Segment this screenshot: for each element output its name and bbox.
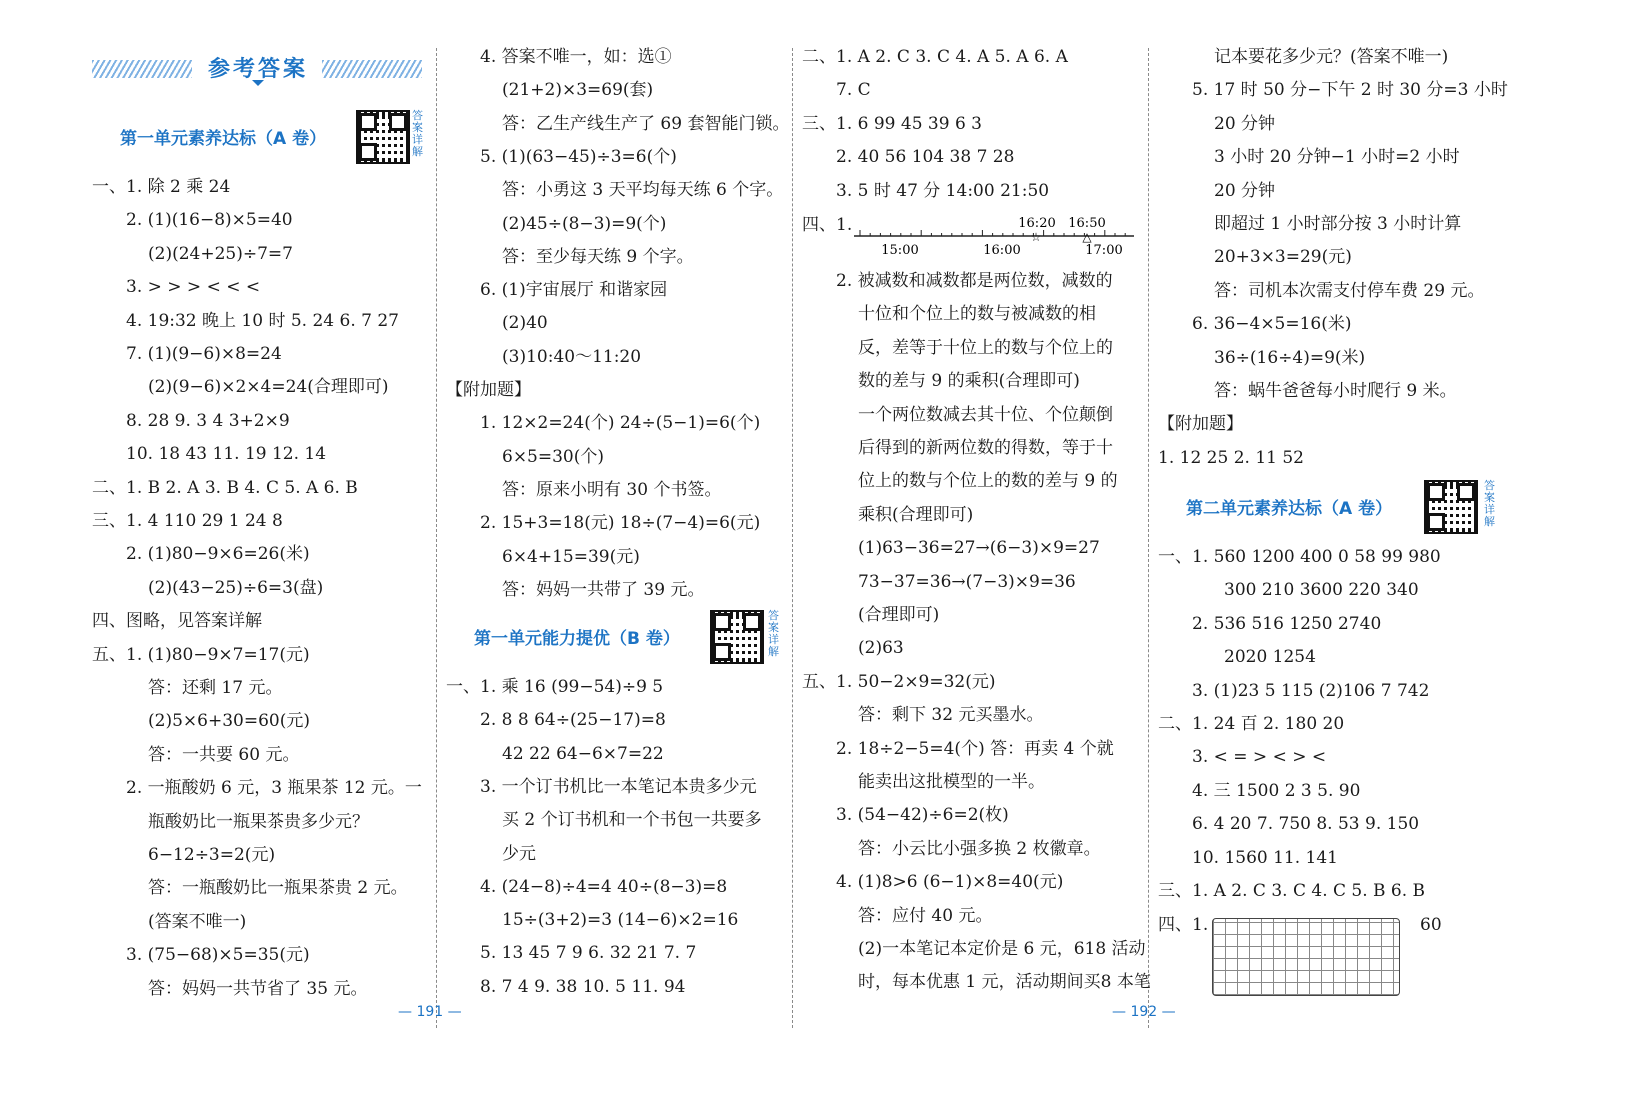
answer-line: 四、图略，见答案详解	[92, 611, 262, 632]
answer-line: 36÷(16÷4)=9(米)	[1214, 347, 1366, 368]
answer-line: 6. 4 20 7. 750 8. 53 9. 150	[1192, 814, 1420, 835]
column-1	[92, 0, 432, 1040]
section-title: 第一单元能力提优（B 卷）	[474, 629, 680, 649]
answer-line: 10. 18 43 11. 19 12. 14	[126, 444, 327, 465]
answer-line: 2. 被减数和减数都是两位数，减数的	[836, 271, 1113, 291]
page-title: 参考答案	[207, 57, 308, 82]
page-number-right: — 192 —	[1112, 1004, 1176, 1020]
answer-line: 一、1. 560 1200 400 0 58 99 980	[1158, 547, 1441, 567]
answer-line: (2)一本笔记本定价是 6 元，618 活动	[858, 939, 1146, 959]
column-divider	[436, 48, 437, 1028]
answer-line: 能卖出这批模型的一半。	[858, 772, 1045, 792]
answer-line: 即超过 1 小时部分按 3 小时计算	[1214, 214, 1462, 234]
column-2	[446, 0, 790, 1040]
column-divider	[1148, 48, 1149, 1028]
page-number-left: — 191 —	[398, 1004, 462, 1020]
answer-line: 7. (1)(9−6)×8=24	[126, 344, 282, 364]
answer-line: 3. < = > < > <	[1192, 747, 1327, 768]
answer-line: 5. 17 时 50 分−下午 2 时 30 分=3 小时	[1192, 80, 1508, 101]
answer-line: 答：小云比小强多换 2 枚徽章。	[858, 838, 1101, 859]
answer-line: 答：司机本次需支付停车费 29 元。	[1214, 280, 1485, 301]
qr-label: 答案详解	[768, 609, 779, 658]
answer-line: 答：还剩 17 元。	[148, 678, 283, 698]
answer-line: (2)5×6+30=60(元)	[148, 711, 310, 732]
answer-line: 瓶酸奶比一瓶果茶贵多少元？	[148, 811, 369, 832]
triangle-marker-icon: △	[1082, 230, 1092, 244]
time-label-1700: 17:00	[1085, 243, 1123, 258]
answer-line: 一个两位数减去其十位、个位颠倒	[858, 404, 1113, 425]
answer-line: 20 分钟	[1214, 113, 1276, 134]
numberline-label: 四、1.	[802, 215, 853, 235]
answer-line: (3)10:40～11:20	[502, 346, 642, 367]
answer-line: 300 210 3600 220 340	[1224, 580, 1419, 601]
answer-line: 4. 19:32 晚上 10 时 5. 24 6. 7 27	[126, 310, 399, 331]
answer-line: 时，每本优惠 1 元，活动期间买8 本笔	[858, 972, 1151, 993]
answer-line: 4. 三 1500 2 3 5. 90	[1192, 780, 1361, 801]
answer-line: 买 2 个订书机和一个书包一共要多	[502, 810, 762, 831]
answer-line: 5. (1)(63−45)÷3=6(个)	[480, 146, 677, 167]
answer-line: (2)45÷(8−3)=9(个)	[502, 213, 667, 234]
answer-line: 3. > > > < < <	[126, 277, 261, 298]
answer-line: 3 小时 20 分钟−1 小时=2 小时	[1214, 147, 1460, 168]
answer-line: 后得到的新两位数的得数，等于十	[858, 438, 1113, 458]
qr-label: 答案详解	[412, 109, 423, 158]
answer-line: 15÷(3+2)=3 (14−6)×2=16	[502, 910, 739, 931]
answer-line: 2. 536 516 1250 2740	[1192, 613, 1382, 634]
answer-line: 2. 一瓶酸奶 6 元，3 瓶果茶 12 元。一	[126, 778, 422, 799]
answer-line: 答：应付 40 元。	[858, 905, 993, 926]
answer-line: 数的差与 9 的乘积(合理即可)	[858, 371, 1080, 392]
answer-line: 十位和个位上的数与被减数的相	[858, 304, 1096, 325]
answer-line: 6×5=30(个)	[502, 446, 605, 467]
answer-line: 2. (1)80−9×6=26(米)	[126, 544, 310, 565]
answer-line: 3. 一个订书机比一本笔记本贵多少元	[480, 776, 757, 797]
answer-line: 7. C	[836, 80, 871, 101]
answer-line: 记本要花多少元？(答案不唯一)	[1214, 47, 1449, 67]
answer-line: 1. 12×2=24(个) 24÷(5−1)=6(个)	[480, 413, 761, 434]
column-4	[1158, 0, 1508, 1040]
answer-line: 8. 7 4 9. 38 10. 5 11. 94	[480, 976, 686, 997]
answer-line: 【附加题】	[446, 380, 531, 400]
answer-line: 一、1. 除 2 乘 24	[92, 177, 231, 197]
time-label-1500: 15:00	[881, 243, 919, 258]
time-label-1620: 16:20	[1018, 216, 1056, 231]
answer-line: 8. 28 9. 3 4 3+2×9	[126, 410, 290, 431]
answer-line: 二、1. 24 百 2. 180 20	[1158, 714, 1345, 734]
answer-line: 2. 18÷2−5=4(个) 答：再卖 4 个就	[836, 738, 1114, 759]
time-label-1650: 16:50	[1068, 216, 1106, 231]
grid-label: 四、1.	[1158, 915, 1209, 935]
answer-line: 1. 12 25 2. 11 52	[1158, 447, 1304, 468]
answer-line: 答：一共要 60 元。	[148, 744, 300, 765]
dot-grid-figure	[1212, 918, 1400, 996]
answer-line: 73−37=36→(7−3)×9=36	[858, 571, 1076, 592]
answer-line: 答：妈妈一共节省了 35 元。	[148, 978, 368, 999]
column-divider	[792, 48, 793, 1028]
answer-line: (21+2)×3=69(套)	[502, 80, 654, 101]
answer-line: 6. (1)宇宙展厅 和谐家园	[480, 280, 668, 301]
answer-line: 答：妈妈一共带了 39 元。	[502, 579, 705, 600]
answer-line: 4. 答案不唯一，如：选①	[480, 47, 672, 67]
answer-line: 2. 40 56 104 38 7 28	[836, 147, 1015, 168]
answer-line: 五、1. 50−2×9=32(元)	[802, 671, 996, 692]
answer-line: 答：蜗牛爸爸每小时爬行 9 米。	[1214, 381, 1457, 401]
answer-line: 三、1. A 2. C 3. C 4. C 5. B 6. B	[1158, 881, 1426, 901]
answer-line: 答：一瓶酸奶比一瓶果茶贵 2 元。	[148, 878, 408, 899]
answer-line: 20+3×3=29(元)	[1214, 247, 1352, 268]
column-3	[802, 0, 1151, 1040]
answer-line: 反，差等于十位上的数与个位上的	[858, 337, 1113, 358]
answer-line: 三、1. 6 99 45 39 6 3	[802, 113, 982, 134]
answer-line: 10. 1560 11. 141	[1192, 847, 1338, 868]
answer-line: 一、1. 乘 16 (99−54)÷9 5	[446, 677, 664, 697]
answer-line: 乘积(合理即可)	[858, 504, 974, 525]
answer-line: (合理即可)	[858, 605, 940, 625]
answer-line: (2)(24+25)÷7=7	[148, 243, 293, 264]
answer-line: 6. 36−4×5=16(米)	[1192, 314, 1352, 335]
grid-value: 60	[1420, 915, 1442, 935]
star-marker-icon: ☆	[1030, 230, 1042, 244]
qr-label: 答案详解	[1484, 479, 1495, 528]
answer-line: 2. 8 8 64÷(25−17)=8	[480, 710, 666, 731]
answer-line: 3. (75−68)×5=35(元)	[126, 945, 310, 966]
answer-line: (答案不唯一)	[148, 911, 247, 932]
answer-line: 2. 15+3=18(元) 18÷(7−4)=6(元)	[480, 513, 761, 534]
time-label-1600: 16:00	[983, 243, 1021, 258]
answer-line: 答：剩下 32 元买墨水。	[858, 705, 1044, 726]
qr-code-icon[interactable]	[1424, 480, 1478, 534]
answer-line: 五、1. (1)80−9×7=17(元)	[92, 644, 310, 665]
answer-line: 2. (1)(16−8)×5=40	[126, 210, 293, 231]
section-title: 第一单元素养达标（A 卷）	[120, 129, 327, 149]
answer-line: 6×4+15=39(元)	[502, 546, 640, 567]
answer-line: 3. 5 时 47 分 14:00 21:50	[836, 180, 1050, 201]
answer-line: (2)(43−25)÷6=3(盘)	[148, 577, 324, 598]
answer-line: 20 分钟	[1214, 180, 1276, 201]
answer-line: 三、1. 4 110 29 1 24 8	[92, 511, 283, 531]
section-title: 第二单元素养达标（A 卷）	[1186, 499, 1393, 519]
answer-line: 42 22 64−6×7=22	[502, 743, 664, 764]
answer-line: 5. 13 45 7 9 6. 32 21 7. 7	[480, 943, 697, 964]
answer-line: 2020 1254	[1224, 647, 1316, 668]
answer-line: (1)63−36=27→(6−3)×9=27	[858, 538, 1100, 559]
answer-line: 二、1. B 2. A 3. B 4. C 5. A 6. B	[92, 477, 358, 498]
answer-line: 【附加题】	[1158, 414, 1243, 435]
answer-line: (2)63	[858, 638, 904, 659]
answer-line: 少元	[502, 843, 536, 864]
answer-line: 3. (1)23 5 115 (2)106 7 742	[1192, 680, 1430, 701]
answer-line: 4. (24−8)÷4=4 40÷(8−3)=8	[480, 876, 728, 897]
answer-line: 位上的数与个位上的数的差与 9 的	[858, 471, 1118, 492]
answer-line: 4. (1)8>6 (6−1)×8=40(元)	[836, 872, 1064, 893]
answer-line: 答：小勇这 3 天平均每天练 6 个字。	[502, 180, 784, 201]
qr-code-icon[interactable]	[710, 610, 764, 664]
answer-line: 6−12÷3=2(元)	[148, 845, 276, 865]
qr-code-icon[interactable]	[356, 110, 410, 164]
answer-line: 答：原来小明有 30 个书签。	[502, 479, 722, 500]
answer-line: 答：至少每天练 9 个字。	[502, 246, 694, 267]
answer-line: (2)40	[502, 313, 548, 334]
answer-line: 答：乙生产线生产了 69 套智能门锁。	[502, 113, 790, 134]
answer-line: (2)(9−6)×2×4=24(合理即可)	[148, 377, 389, 398]
time-number-line	[852, 212, 1137, 260]
answer-line: 二、1. A 2. C 3. C 4. A 5. A 6. A	[802, 47, 1068, 67]
answer-line: 3. (54−42)÷6=2(枚)	[836, 805, 1009, 826]
